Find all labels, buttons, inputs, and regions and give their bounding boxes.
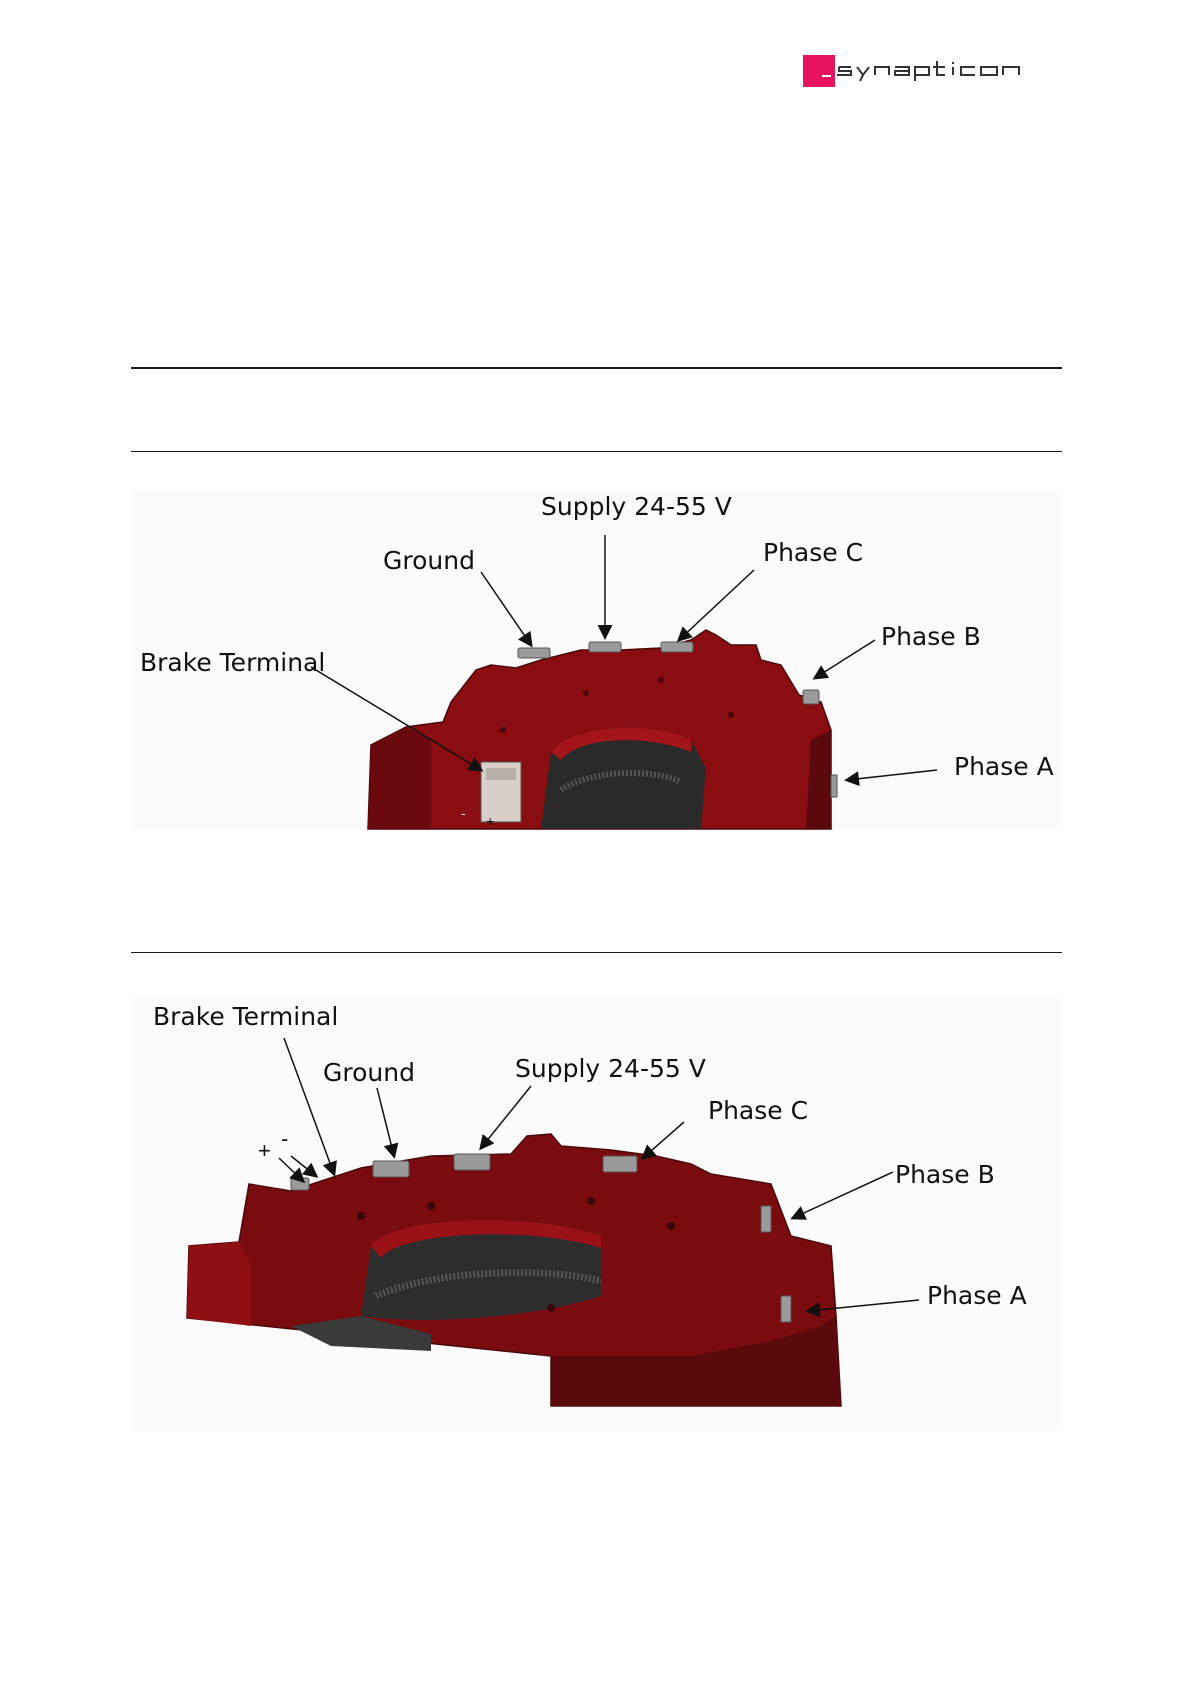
label-ground: Ground — [383, 546, 475, 575]
synapticon-logo — [803, 55, 1065, 87]
label-supply: Supply 24-55 V — [541, 492, 732, 521]
label-brake-terminal: Brake Terminal — [153, 1002, 339, 1031]
label-supply: Supply 24-55 V — [515, 1054, 706, 1083]
connector-diagram-top — [131, 490, 1062, 830]
brake-minus-mark: - — [461, 805, 466, 821]
connector-diagram-bottom — [131, 996, 1062, 1431]
label-phase-c: Phase C — [763, 538, 864, 567]
section-rule — [131, 451, 1062, 452]
label-phase-c: Phase C — [708, 1096, 809, 1125]
section-rule — [131, 952, 1062, 953]
label-brake-terminal: Brake Terminal — [140, 648, 326, 677]
label-phase-a: Phase A — [954, 752, 1054, 781]
brake-plus-mark: + — [258, 1138, 271, 1163]
label-ground: Ground — [323, 1058, 415, 1087]
label-phase-b: Phase B — [881, 622, 981, 651]
label-phase-a: Phase A — [927, 1281, 1027, 1310]
logo-mark — [803, 55, 835, 87]
brake-plus-mark: + — [486, 813, 495, 829]
label-phase-b: Phase B — [895, 1160, 995, 1189]
brake-minus-mark: - — [281, 1126, 289, 1151]
section-rule — [131, 367, 1062, 369]
